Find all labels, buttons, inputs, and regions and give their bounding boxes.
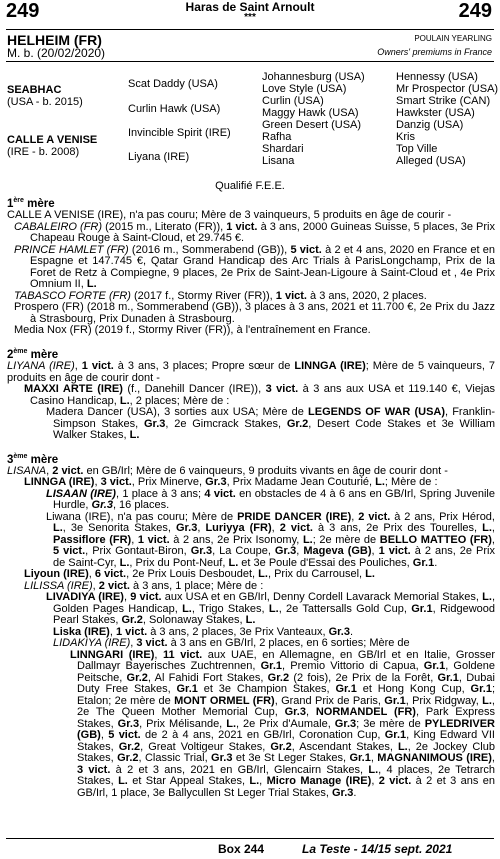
paragraph: LIDAKIYA (IRE), 3 vict. à 3 ans en GB/Irl, 2 places, en 6 sorties; Mère de <box>53 637 410 650</box>
great-grandparent: Maggy Hawk (USA) <box>262 107 359 119</box>
section-heading-second-dam: 2ème mère <box>7 347 59 361</box>
lot-number-left: 249 <box>6 0 40 22</box>
grandparent: Liyana (IRE) <box>128 151 190 163</box>
footer-box: Box 244 <box>218 842 265 856</box>
great-grandparent: Shardari <box>262 143 304 155</box>
paragraph: Liyoun (IRE), 6 vict., 2e Prix Louis Desboudet, L., Prix du Carrousel, L. <box>24 568 375 581</box>
paragraph: LISANA, 2 vict. en GB/Irl; Mère de 6 vainqueurs, 9 produits vivants en âge de courir dont - <box>7 464 448 477</box>
great-grandparent: Love Style (USA) <box>262 83 347 95</box>
gen4-ancestor: Top Ville <box>396 143 438 155</box>
stars: *** <box>244 12 256 23</box>
grandparent: Invincible Spirit (IRE) <box>128 127 231 139</box>
sire-name: SEABHAC <box>7 84 62 96</box>
horse-sex-date: M. b. (20/02/2020) <box>7 46 106 60</box>
great-grandparent: Lisana <box>262 155 295 167</box>
paragraph: LIYANA (IRE), 1 vict. à 3 ans, 3 places; Propre sœur de LINNGA (IRE); Mère de 5 vainqueurs, 7 produits en âge de courir dont - <box>7 360 495 384</box>
pedigree-divider <box>6 61 494 62</box>
paragraph: LINNGARI (IRE), 11 vict. aux UAE, en Allemagne, en GB/Irl et en Italie, Grosser Dallmayr Bayerisches Zuchtrennen, Gr.1, Premio Vittorio di Capua, Gr.1, Goldene Peitsche, Gr.2, Al Fahidi Fort Stakes, Gr.2 (2 fois), 2e Prix de la Forêt, Gr.1, Dubai Duty Free Stakes, Gr.1 et 3e Champion Stakes, Gr.1 et Hong Kong Cup, Gr.1; Etalon; 2e mère de MONT ORMEL (FR), Grand Prix de Paris, Gr.1, Prix Ridgway, L., 2e The Queen Mother Memorial Cup, Gr.3, NORMANDEL (FR), Park Express Stakes, Gr.3, Prix Mélisande, L., 2e Prix d'Aumale, Gr.3; 3e mère de PYLEDRIVER (GB), 5 vict. de 2 à 4 ans, 2021 en GB/Irl, Coronation Cup, Gr.1, King Edward VII Stakes, Gr.2, Great Voltigeur Stakes, Gr.2, Ascendant Stakes, L., 2e Jockey Club Stakes, Gr.2, Classic Trial, Gr.3 et 3e St Leger Stakes, Gr.1, MAGNANIMOUS (IRE), 3 vict. à 2 et 3 ans, 2021 en GB/Irl, Glencairn Stakes, L., 4 places, 2e Tetrarch Stakes, L. et Star Appeal Stakes, L., Micro Manage (IRE), 2 vict. à 2 et 3 ans en GB/Irl, 1 place, 3e Ballycullen St Leger Trial Stakes, Gr.3. <box>70 648 496 799</box>
paragraph: MAXXI ARTE (IRE) (f., Danehill Dancer (IRE)), 3 vict. à 3 ans aux USA et 119.140 €, Viejas Casino Handicap, L., 2 places; Mère de : <box>24 383 495 407</box>
paragraph: Media Nox (FR) (2019 f., Stormy River (FR)), à l'entraînement en France. <box>14 324 371 337</box>
great-grandparent: Rafha <box>262 131 292 143</box>
category-label: POULAIN YEARLING <box>414 34 492 43</box>
dam-info: (IRE - b. 2008) <box>7 146 80 158</box>
gen4-ancestor: Alleged (USA) <box>396 155 466 167</box>
premiums-label: Owners' premiums in France <box>377 47 492 57</box>
grandparent: Scat Daddy (USA) <box>128 78 218 90</box>
dam-line-text <box>7 191 495 799</box>
dam-name: CALLE A VENISE <box>7 134 98 146</box>
footer-divider <box>6 838 494 839</box>
header-divider <box>6 29 494 30</box>
section-heading-third-dam: 3ème mère <box>7 452 59 466</box>
stud-name: Haras de Saint Arnoult <box>185 0 315 14</box>
paragraph: Liwana (IRE), n'a pas couru; Mère de PRIDE DANCER (IRE), 2 vict. à 2 ans, Prix Hérod, L., 3e Senorita Stakes, Gr.3, Luriyya (FR), 2 vict. à 3 ans, 2e Prix des Tourelles, L., Passiflore (FR), 1 vict. à 2 ans, 2e Prix Isonomy, L.; 2e mère de BELLO MATTEO (FR), 5 vict., Prix Gontaut-Biron, Gr.3, La Coupe, Gr.3, Mageva (GB), 1 vict. à 2 ans, 2e Prix de Saint-Cyr, L., Prix du Pont-Neuf, L. et 3e Poule d'Essai des Pouliches, Gr.1. <box>46 510 495 569</box>
great-grandparent: Curlin (USA) <box>262 95 324 107</box>
grandparent: Curlin Hawk (USA) <box>128 103 221 115</box>
great-grandparent: Green Desert (USA) <box>262 119 362 131</box>
paragraph: CALLE A VENISE (IRE), n'a pas couru; Mère de 3 vainqueurs, 5 produits en âge de courir - <box>7 209 452 222</box>
paragraph: LIVADIYA (IRE), 9 vict. aux USA et en GB/Irl, Denny Cordell Lavarack Memorial Stakes, L., Golden Pages Handicap, L., Trigo Stakes, L., 2e Tattersalls Gold Cup, Gr.1, Ridgewood Pearl Stakes, Gr.2, Solonaway Stakes, L. <box>46 591 495 627</box>
paragraph: CABALEIRO (FR) (2015 m., Literato (FR)), 1 vict. à 3 ans, 2000 Guineas Suisse, 5 places, 3e Prix Chapeau Rouge à Saint-Cloud, et 29.745 €. <box>14 220 495 245</box>
paragraph: LINNGA (IRE), 3 vict., Prix Minerve, Gr.3, Prix Madame Jean Couturié, L.; Mère de : <box>24 476 438 489</box>
paragraph: PRINCE HAMLET (FR) (2016 m., Sommerabend (GB)), 5 vict. à 2 et 4 ans, 2020 en France et en Espagne et 147.745 €, Qatar Grand Handicap des Arc Trials à ParisLongchamp, Prix de la Foret de Retz à Compiegne, 9 places, 2e Prix de Saint-Jean-Ligoure à Saint-Cloud et , 4e Prix Omnium II, L. <box>14 243 496 291</box>
paragraph: Madera Dancer (USA), 3 sorties aux USA; Mère de LEGENDS OF WAR (USA), Franklin-Simpson Stakes, Gr.3, 2e Gimcrack Stakes, Gr.2, Desert Code Stakes et 3e William Walker Stakes, L. <box>46 406 495 442</box>
paragraph: LISAAN (IRE), 1 place à 3 ans; 4 vict. en obstacles de 4 à 6 ans en GB/Irl, Spring Juvenile Hurdle, Gr.3, 16 places. <box>46 487 495 512</box>
horse-name: HELHEIM (FR) <box>7 32 102 48</box>
paragraph: TABASCO FORTE (FR) (2017 f., Stormy River (FR)), 1 vict. à 3 ans, 2020, 2 places. <box>14 289 427 302</box>
gen4-ancestor: Hennessy (USA) <box>396 71 478 83</box>
footer-location: La Teste - 14/15 sept. 2021 <box>302 842 453 856</box>
paragraph: LILISSA (IRE), 2 vict. à 3 ans, 1 place; Mère de : <box>24 579 264 592</box>
lot-number-right: 249 <box>458 0 492 22</box>
great-grandparent: Johannesburg (USA) <box>262 71 365 83</box>
gen4-ancestor: Kris <box>396 131 415 143</box>
gen4-ancestor: Smart Strike (CAN) <box>396 95 491 107</box>
section-heading-first-dam: 1ère mère <box>7 197 55 210</box>
gen4-ancestor: Mr Prospector (USA) <box>396 83 499 95</box>
qualification-note: Qualifié F.E.E. <box>215 180 285 192</box>
paragraph: Liska (IRE), 1 vict. à 3 ans, 2 places, 3e Prix Vanteaux, Gr.3. <box>53 625 354 638</box>
gen4-ancestor: Hawkster (USA) <box>396 107 475 119</box>
gen4-ancestor: Danzig (USA) <box>396 119 464 131</box>
paragraph: Prospero (FR) (2018 m., Sommerabend (GB)), 3 places à 3 ans, 2021 et 11.700 €, 2e Prix du Jazz à Strasbourg, Prix Dunaden à Strasbourg. <box>14 301 495 325</box>
sire-info: (USA - b. 2015) <box>7 96 83 108</box>
